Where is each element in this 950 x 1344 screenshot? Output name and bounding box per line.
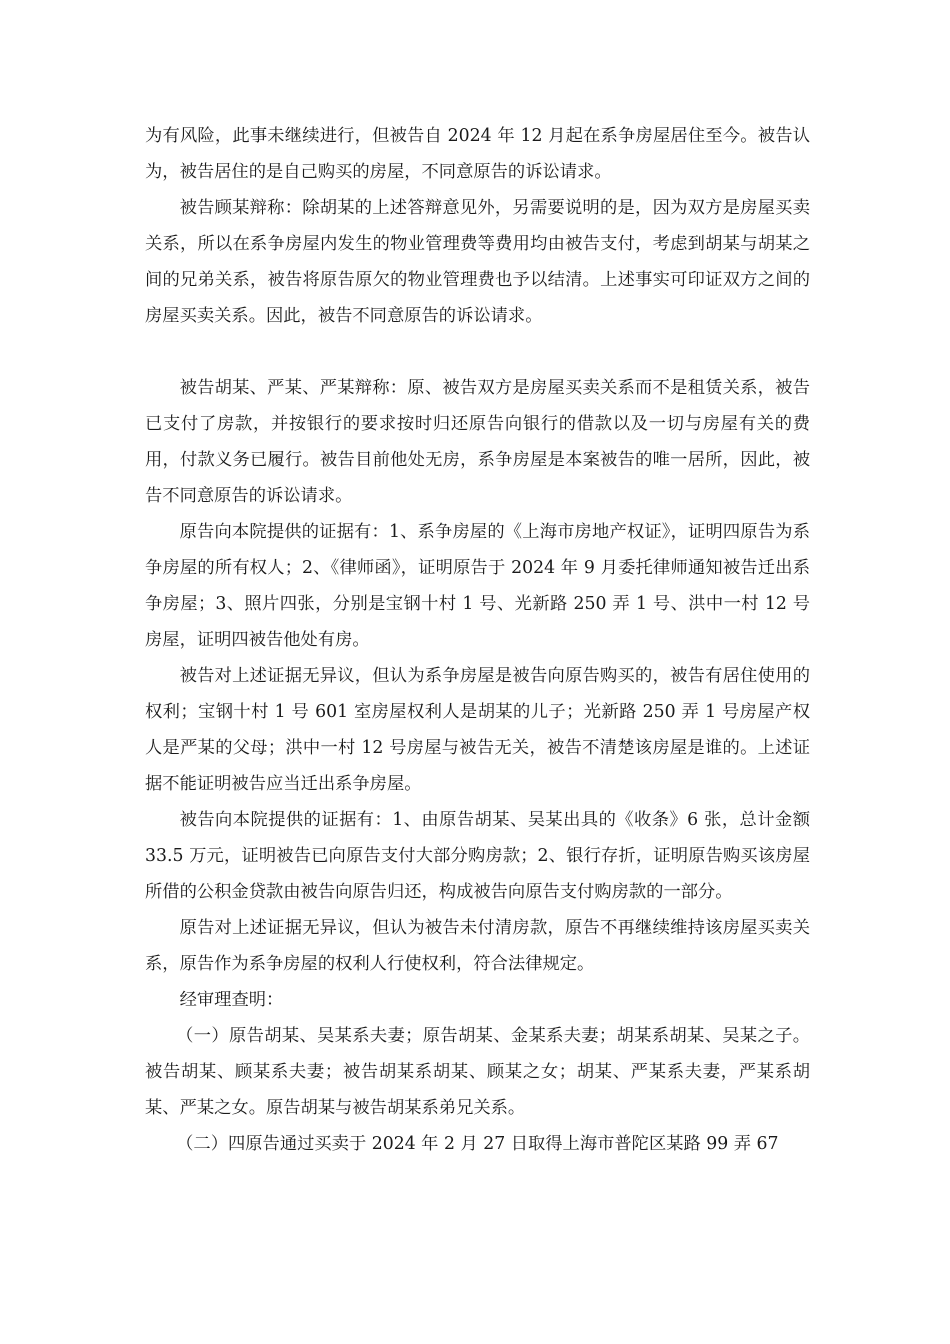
paragraph-defendant-gu-plea: 被告顾某辩称：除胡某的上述答辩意见外，另需要说明的是，因为双方是房屋买卖关系，所以在系争房屋内发生的物业管理费等费用均由被告支付，考虑到胡某与胡某之间的兄弟关系，被告将原告原欠的物业管理费也予以结清。上述事实可印证双方之间的房屋买卖关系。因此，被告不同意原告的诉讼请求。: [145, 198, 810, 326]
paragraph-defendants-plea: 被告胡某、严某、严某辩称：原、被告双方是房屋买卖关系而不是租赁关系，被告已支付了房款，并按银行的要求按时归还原告向银行的借款以及一切与房屋有关的费用，付款义务已履行。被告目前他处无房，系争房屋是本案被告的唯一居所，因此，被告不同意原告的诉讼请求。: [145, 378, 810, 506]
paragraph-defendant-evidence: 被告向本院提供的证据有：1、由原告胡某、吴某出具的《收条》6 张，总计金额 33.5 万元，证明被告已向原告支付大部分购房款；2、银行存折，证明原告购买该房屋所借的公积金贷款由被告向原告归还，构成被告向原告支付购房款的一部分。: [145, 810, 810, 902]
paragraph-continuation: 为有风险，此事未继续进行，但被告自 2024 年 12 月起在系争房屋居住至今。被告认为，被告居住的是自己购买的房屋，不同意原告的诉讼请求。: [145, 126, 810, 182]
paragraph-spacer: [145, 334, 810, 370]
paragraph-finding-two: （二）四原告通过买卖于 2024 年 2 月 27 日取得上海市普陀区某路 99 弄 67: [176, 1134, 779, 1154]
paragraph-findings-heading: 经审理查明：: [179, 990, 284, 1010]
paragraph-plaintiff-response: 原告对上述证据无异议，但认为被告未付清房款，原告不再继续维持该房屋买卖关系，原告作为系争房屋的权利人行使权利，符合法律规定。: [145, 918, 810, 974]
paragraph-defendant-response: 被告对上述证据无异议，但认为系争房屋是被告向原告购买的，被告有居住使用的权利；宝钢十村 1 号 601 室房屋权利人是胡某的儿子；光新路 250 弄 1 号房屋产权人是严某的父母；洪中一村 12 号房屋与被告无关，被告不清楚该房屋是谁的。上述证据不能证明被告应当迁出系争房屋。: [145, 666, 810, 794]
paragraph-plaintiff-evidence: 原告向本院提供的证据有：1、系争房屋的《上海市房地产权证》，证明四原告为系争房屋的所有权人；2、《律师函》，证明原告于 2024 年 9 月委托律师通知被告迁出系争房屋；3、照片四张，分别是宝钢十村 1 号、光新路 250 弄 1 号、洪中一村 12 号房屋，证明四被告他处有房。: [145, 522, 810, 650]
paragraph-finding-one: （一）原告胡某、吴某系夫妻；原告胡某、金某系夫妻；胡某系胡某、吴某之子。被告胡某、顾某系夫妻；被告胡某系胡某、顾某之女；胡某、严某系夫妻，严某系胡某、严某之女。原告胡某与被告胡某系弟兄关系。: [145, 1026, 810, 1118]
document-body: [145, 118, 810, 1162]
